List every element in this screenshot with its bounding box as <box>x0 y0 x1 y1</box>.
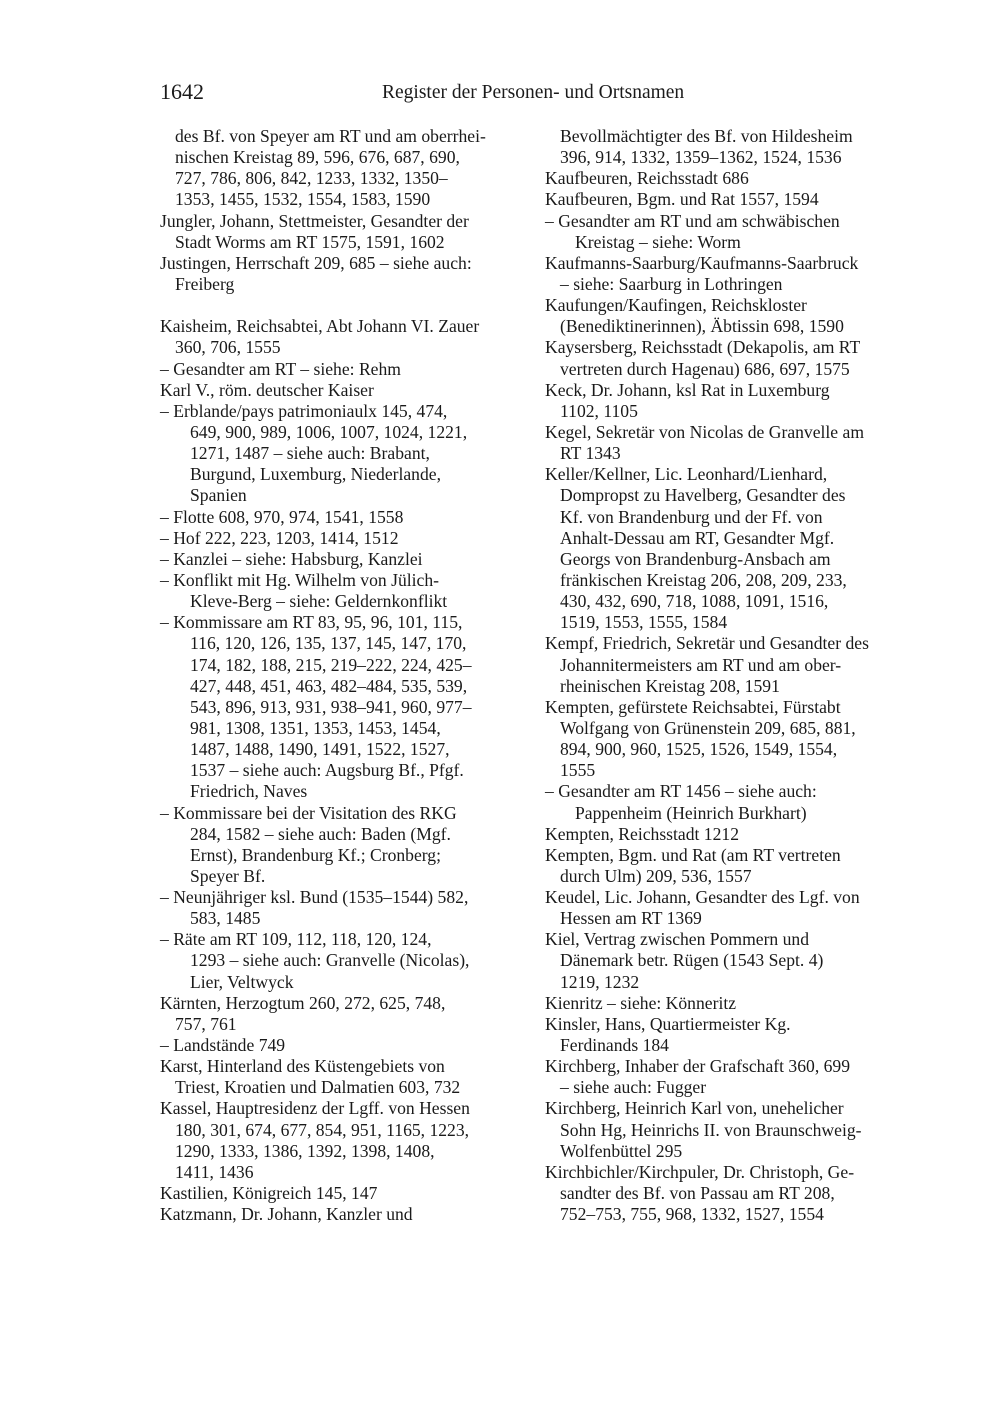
index-entry-line: – Konflikt mit Hg. Wilhelm von Jülich- <box>160 569 439 590</box>
index-entry-line: Kirchberg, Heinrich Karl von, unehelicher <box>545 1098 844 1119</box>
index-entry-line: – Erblande/pays patrimoniaulx 145, 474, <box>160 400 448 421</box>
index-continuation-line: 1290, 1333, 1386, 1392, 1398, 1408, <box>175 1140 435 1161</box>
index-entry-line: – Flotte 608, 970, 974, 1541, 1558 <box>160 506 404 527</box>
left-column <box>160 126 532 1225</box>
index-entry-line: Kassel, Hauptresidenz der Lgff. von Hessen <box>160 1098 470 1119</box>
index-continuation-line: 396, 914, 1332, 1359–1362, 1524, 1536 <box>560 147 842 168</box>
index-continuation-line: 727, 786, 806, 842, 1233, 1332, 1350– <box>175 168 448 189</box>
index-continuation-line: Speyer Bf. <box>190 865 266 886</box>
index-continuation-line: 1411, 1436 <box>175 1161 254 1182</box>
index-continuation-line: 1102, 1105 <box>560 400 638 421</box>
running-head-title: Register der Personen- und Ortsnamen <box>382 82 685 103</box>
index-entry-line: Keck, Dr. Johann, ksl Rat in Luxemburg <box>545 379 830 400</box>
index-continuation-line: 1537 – siehe auch: Augsburg Bf., Pfgf. <box>190 760 464 781</box>
index-entry-line <box>160 295 532 316</box>
index-entry-line: Kaysersberg, Reichsstadt (Dekapolis, am RT <box>545 337 861 358</box>
index-continuation-line: 1219, 1232 <box>560 971 640 992</box>
index-continuation-line: 174, 182, 188, 215, 219–222, 224, 425– <box>190 654 472 675</box>
index-continuation-line: 1293 – siehe auch: Granvelle (Nicolas), <box>190 950 470 971</box>
index-continuation-line: 1555 <box>560 760 596 781</box>
index-continuation-line: sandter des Bf. von Passau am RT 208, <box>560 1183 835 1204</box>
index-entry-line: – Gesandter am RT 1456 – siehe auch: <box>545 781 817 802</box>
index-entry-line: – Neunjähriger ksl. Bund (1535–1544) 582, <box>160 887 469 908</box>
index-continuation-line: vertreten durch Hagenau) 686, 697, 1575 <box>560 358 850 379</box>
index-continuation-line: fränkischen Kreistag 206, 208, 209, 233, <box>560 569 847 590</box>
page-header <box>0 78 1004 108</box>
index-entry-line: Keller/Kellner, Lic. Leonhard/Lienhard, <box>545 464 828 485</box>
index-continuation-line: Stadt Worms am RT 1575, 1591, 1602 <box>175 231 445 252</box>
index-continuation-line: Dänemark betr. Rügen (1543 Sept. 4) <box>560 950 824 971</box>
index-entry-line: Kastilien, Königreich 145, 147 <box>160 1183 378 1204</box>
index-continuation-line: RT 1343 <box>560 443 621 464</box>
index-continuation-line: Hessen am RT 1369 <box>560 908 702 929</box>
index-continuation-line: Lier, Veltwyck <box>190 971 294 992</box>
index-entry-line: Karst, Hinterland des Küstengebiets von <box>160 1056 445 1077</box>
index-continuation-line: Wolfgang von Grünenstein 209, 685, 881, <box>560 717 856 738</box>
index-entry-line: – Landstände 749 <box>160 1035 286 1056</box>
index-entry-line: Kirchbichler/Kirchpuler, Dr. Christoph, Ge- <box>545 1161 855 1182</box>
index-entry-line: Kienritz – siehe: Könneritz <box>545 992 737 1013</box>
index-continuation-line: Freiberg <box>175 273 235 294</box>
index-continuation-line: 180, 301, 674, 677, 854, 951, 1165, 1223, <box>175 1119 470 1140</box>
right-column <box>545 126 917 1225</box>
index-continuation-line: Sohn Hg, Heinrichs II. von Braunschweig- <box>560 1119 862 1140</box>
index-continuation-line: des Bf. von Speyer am RT und am oberrhei- <box>175 126 486 146</box>
index-entry-line: Kempf, Friedrich, Sekretär und Gesandter des <box>545 633 869 654</box>
index-entry-line: – Hof 222, 223, 1203, 1414, 1512 <box>160 527 399 548</box>
index-continuation-line: Dompropst zu Havelberg, Gesandter des <box>560 485 846 506</box>
index-entry-line: Justingen, Herrschaft 209, 685 – siehe auch: <box>160 252 472 273</box>
index-entry-line: Kaisheim, Reichsabtei, Abt Johann VI. Zauer <box>160 316 480 337</box>
index-continuation-line: 427, 448, 451, 463, 482–484, 535, 539, <box>190 675 468 696</box>
index-entry-line: Kinsler, Hans, Quartiermeister Kg. <box>545 1013 791 1034</box>
index-entry-line: Katzmann, Dr. Johann, Kanzler und <box>160 1204 413 1225</box>
index-entry-line: Jungler, Johann, Stettmeister, Gesandter der <box>160 210 469 231</box>
index-continuation-line: 981, 1308, 1351, 1353, 1453, 1454, <box>190 717 441 738</box>
index-continuation-line: 1353, 1455, 1532, 1554, 1583, 1590 <box>175 189 431 210</box>
index-continuation-line: 649, 900, 989, 1006, 1007, 1024, 1221, <box>190 421 468 442</box>
index-continuation-line: rheinischen Kreistag 208, 1591 <box>560 675 780 696</box>
index-continuation-line: Anhalt-Dessau am RT, Gesandter Mgf. <box>560 527 835 548</box>
index-entry-line: Kempten, gefürstete Reichsabtei, Fürstabt <box>545 696 841 717</box>
index-continuation-line: – siehe auch: Fugger <box>560 1077 707 1098</box>
index-continuation-line: 116, 120, 126, 135, 137, 145, 147, 170, <box>190 633 467 654</box>
index-continuation-line: Bevollmächtigter des Bf. von Hildesheim <box>560 126 853 146</box>
index-continuation-line: 1519, 1553, 1555, 1584 <box>560 612 728 633</box>
index-continuation-line: 894, 900, 960, 1525, 1526, 1549, 1554, <box>560 739 838 760</box>
index-entry-line: – Kommissare bei der Visitation des RKG <box>160 802 457 823</box>
index-continuation-line: nischen Kreistag 89, 596, 676, 687, 690, <box>175 147 460 168</box>
index-continuation-line: 752–753, 755, 968, 1332, 1527, 1554 <box>560 1204 824 1225</box>
index-continuation-line: Georgs von Brandenburg-Ansbach am <box>560 548 831 569</box>
index-entry-line: – Kanzlei – siehe: Habsburg, Kanzlei <box>160 548 423 569</box>
index-continuation-line: Pappenheim (Heinrich Burkhart) <box>575 802 807 823</box>
index-continuation-line: Johannitermeisters am RT und am ober- <box>560 654 842 675</box>
index-continuation-line: 757, 761 <box>175 1013 237 1034</box>
index-continuation-line: 430, 432, 690, 718, 1088, 1091, 1516, <box>560 591 829 612</box>
index-entry-line: Kegel, Sekretär von Nicolas de Granvelle am <box>545 421 865 442</box>
index-continuation-line: Kf. von Brandenburg und der Ff. von <box>560 506 823 527</box>
index-continuation-line: Wolfenbüttel 295 <box>560 1140 683 1161</box>
index-entry-line: Kaufbeuren, Reichsstadt 686 <box>545 168 749 189</box>
index-entry-line: – Gesandter am RT und am schwäbischen <box>545 210 840 231</box>
index-entry-line: – Kommissare am RT 83, 95, 96, 101, 115, <box>160 612 463 633</box>
index-continuation-line: Friedrich, Naves <box>190 781 308 802</box>
index-entry-line: Kaufbeuren, Bgm. und Rat 1557, 1594 <box>545 189 819 210</box>
index-continuation-line: 360, 706, 1555 <box>175 337 281 358</box>
index-continuation-line: durch Ulm) 209, 536, 1557 <box>560 865 752 886</box>
index-entry-line: – Räte am RT 109, 112, 118, 120, 124, <box>160 929 432 950</box>
page-number: 1642 <box>160 79 204 104</box>
index-entry-line: Kempten, Bgm. und Rat (am RT vertreten <box>545 844 841 865</box>
index-continuation-line: 543, 896, 913, 931, 938–941, 960, 977– <box>190 696 472 717</box>
index-continuation-line: 583, 1485 <box>190 908 261 929</box>
index-continuation-line: Kleve-Berg – siehe: Geldernkonflikt <box>190 591 448 612</box>
index-entry-line: Kaufmanns-Saarburg/Kaufmanns-Saarbruck <box>545 252 859 273</box>
index-continuation-line: Burgund, Luxemburg, Niederlande, <box>190 464 441 485</box>
index-continuation-line: 284, 1582 – siehe auch: Baden (Mgf. <box>190 823 451 844</box>
index-entry-line: Keudel, Lic. Johann, Gesandter des Lgf. von <box>545 887 860 908</box>
index-continuation-line: Kreistag – siehe: Worm <box>575 231 741 252</box>
index-entry-line: Kiel, Vertrag zwischen Pommern und <box>545 929 810 950</box>
index-continuation-line: Ferdinands 184 <box>560 1035 669 1056</box>
index-entry-line: Karl V., röm. deutscher Kaiser <box>160 379 374 400</box>
index-entry-line: Kirchberg, Inhaber der Grafschaft 360, 699 <box>545 1056 851 1077</box>
index-continuation-line: Ernst), Brandenburg Kf.; Cronberg; <box>190 844 441 865</box>
index-entry-line: Kärnten, Herzogtum 260, 272, 625, 748, <box>160 992 446 1013</box>
index-continuation-line: Spanien <box>190 485 247 506</box>
index-continuation-line: (Benediktinerinnen), Äbtissin 698, 1590 <box>560 316 844 337</box>
index-entry-line: – Gesandter am RT – siehe: Rehm <box>160 358 401 379</box>
index-entry-line: Kempten, Reichsstadt 1212 <box>545 823 739 844</box>
index-entry-line: Kaufungen/Kaufingen, Reichskloster <box>545 295 807 316</box>
index-continuation-line: 1271, 1487 – siehe auch: Brabant, <box>190 443 430 464</box>
index-continuation-line: – siehe: Saarburg in Lothringen <box>560 273 783 294</box>
index-continuation-line: Triest, Kroatien und Dalmatien 603, 732 <box>175 1077 461 1098</box>
index-continuation-line: 1487, 1488, 1490, 1491, 1522, 1527, <box>190 739 450 760</box>
